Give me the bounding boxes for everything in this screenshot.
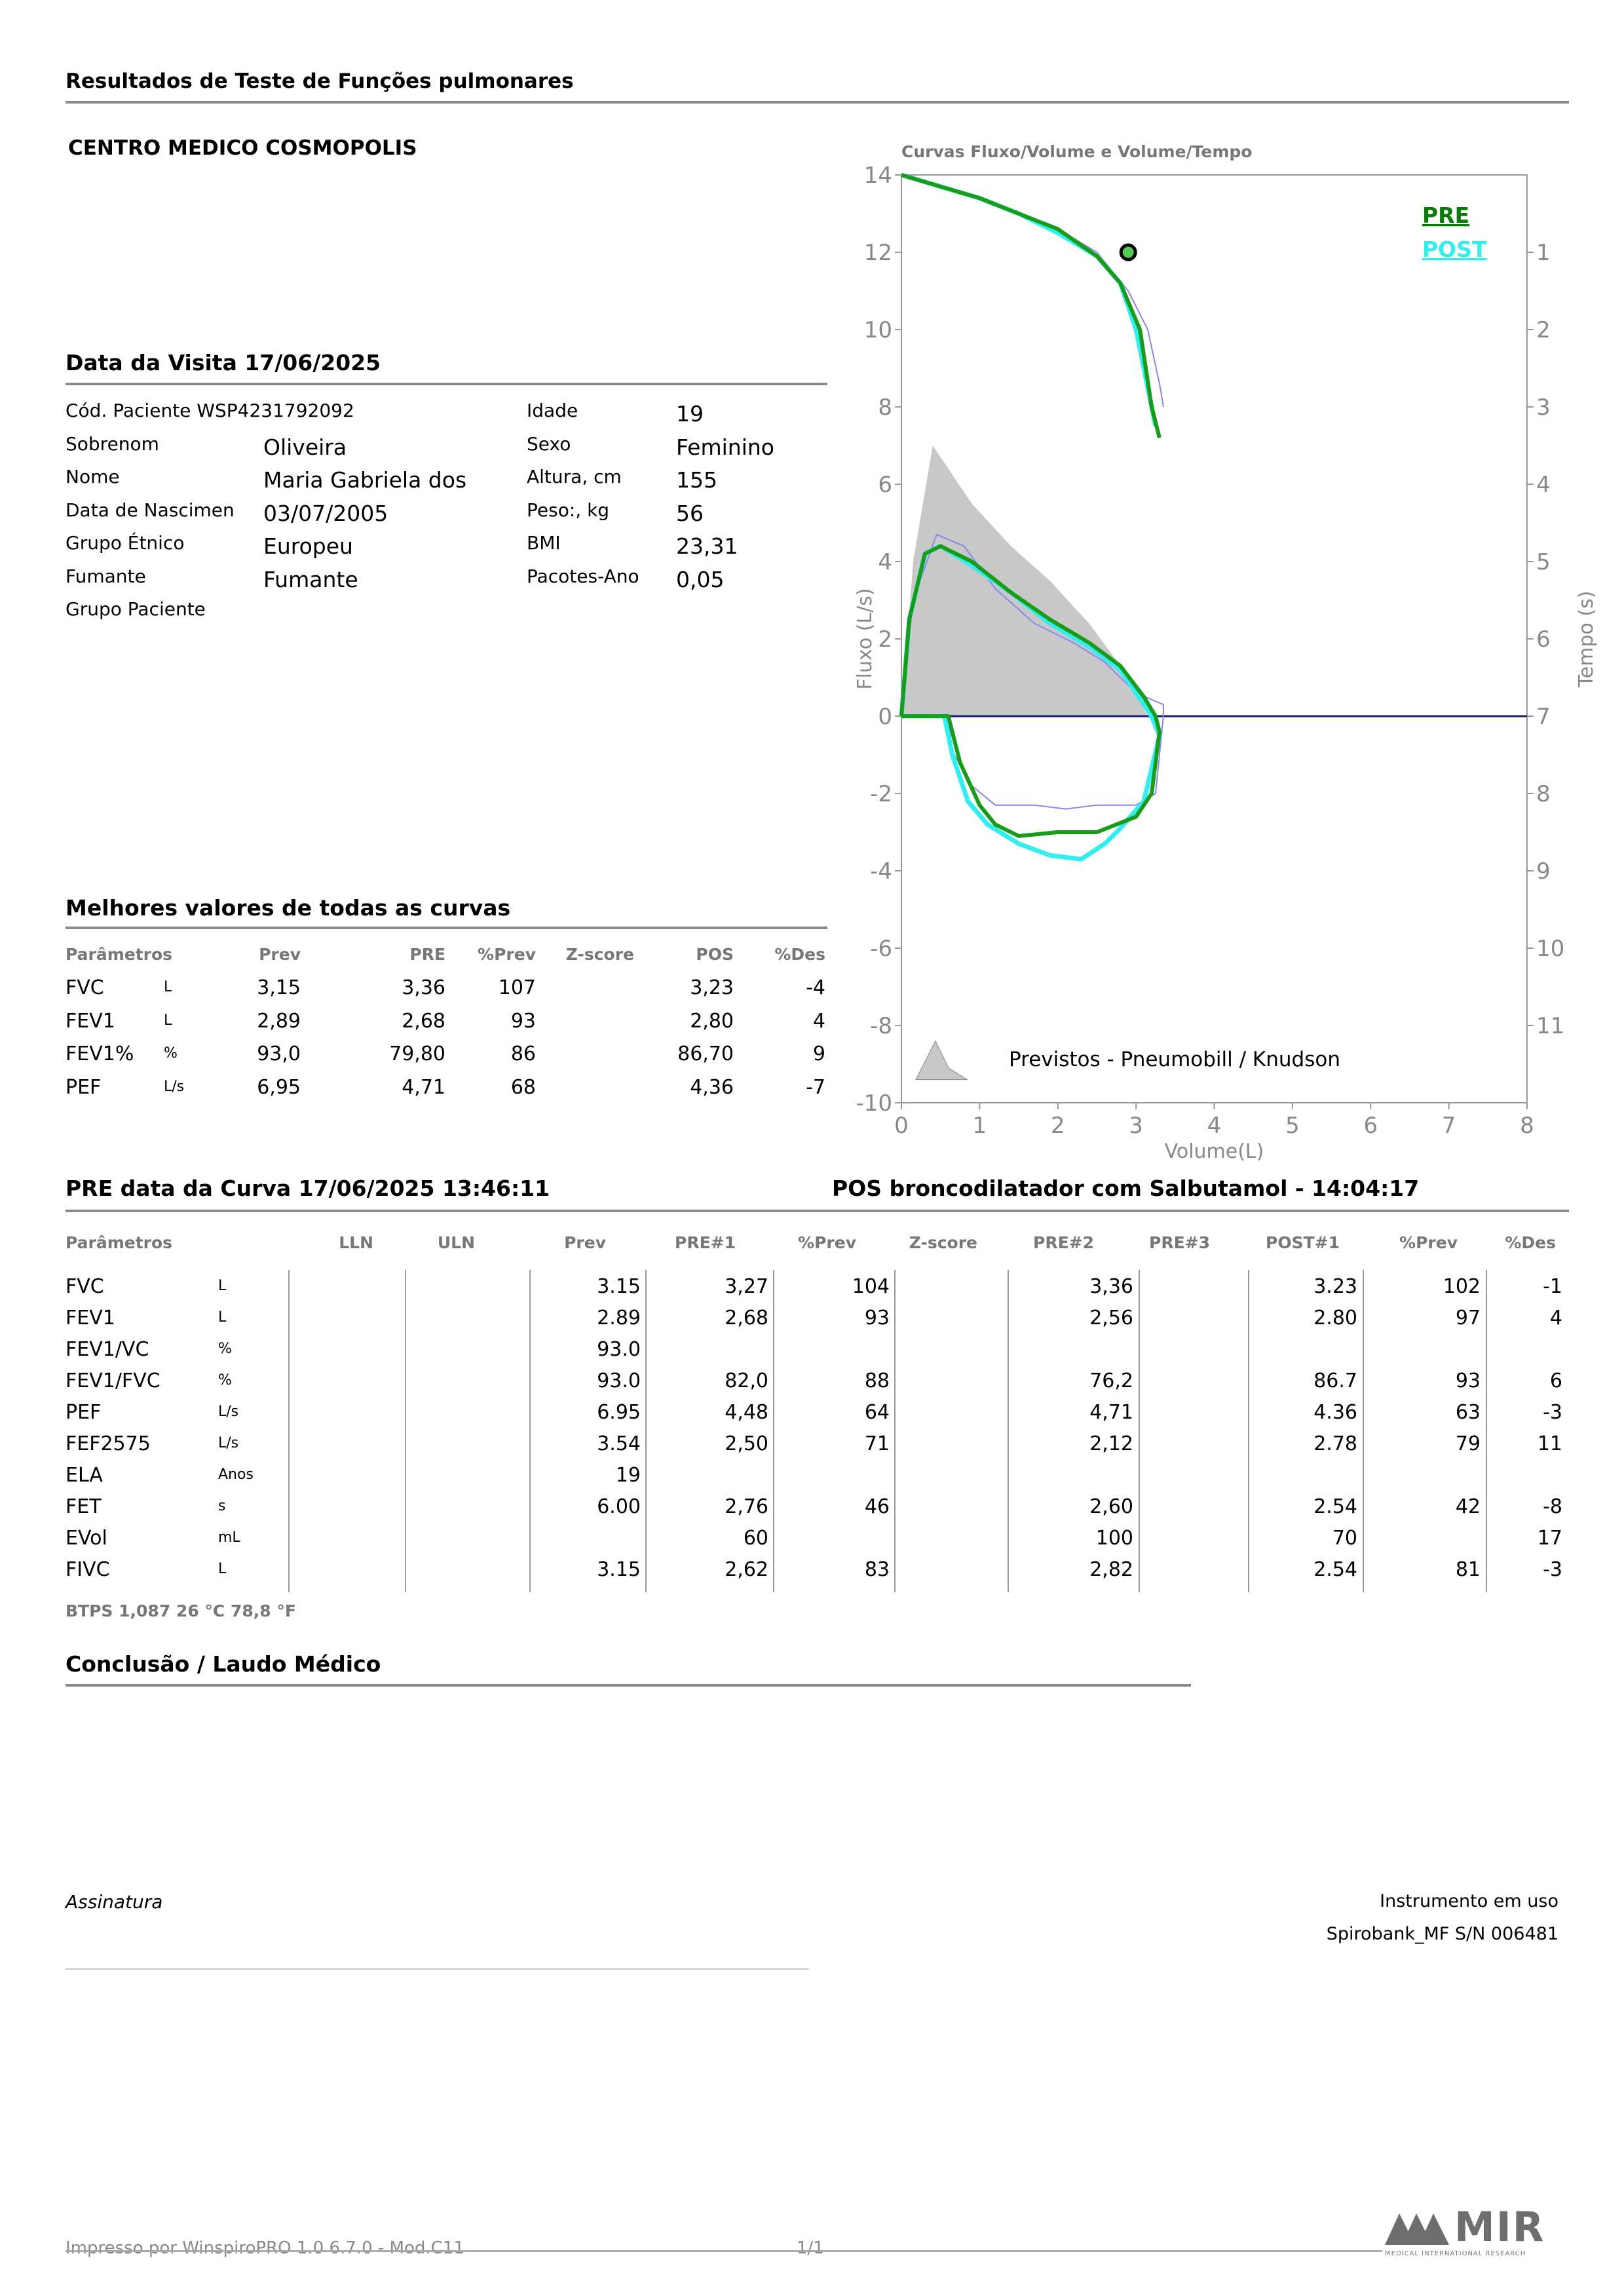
best-cell: 2,89 [257,1009,301,1033]
patient-field-value: 155 [676,467,717,493]
curve-cell: 4,48 [725,1401,768,1424]
curve-rule [66,1210,1569,1212]
mir-logo-text: MIR [1454,2203,1545,2251]
curve-cell: 64 [864,1401,890,1424]
best-unit: L [164,1012,172,1029]
patient-field-label: Grupo Paciente [66,598,206,620]
mir-logo-sub: MEDICAL INTERNATIONAL RESEARCH [1385,2250,1526,2257]
patient-field-label: Idade [527,400,578,421]
footer-rule [66,2250,1382,2252]
curve-cell: 71 [864,1432,890,1455]
curve-col-header: %Des [1505,1233,1556,1252]
pre-curve-title: PRE data da Curva 17/06/2025 13:46:11 [66,1176,550,1201]
curve-cell: 3.15 [597,1558,641,1581]
y-tick-label: 0 [878,704,892,730]
curve-col-header: PRE#3 [1149,1233,1210,1252]
curve-param: FEF2575 [66,1432,151,1455]
curve-col-header: PRE#2 [1033,1233,1094,1252]
curve-cell: 2,50 [725,1432,768,1455]
patient-field-value: Europeu [263,533,353,559]
curve-unit: % [218,1372,232,1388]
patient-field-value: 0,05 [676,566,725,592]
patient-field-label: BMI [527,532,561,554]
patient-field-label: Peso:, kg [527,499,610,521]
pef-marker [1121,245,1135,259]
best-col-header: POS [696,945,734,964]
patient-field-label: Sexo [527,432,571,455]
mir-logo [1385,2203,1565,2262]
x-tick-label: 7 [1441,1113,1456,1139]
best-cell: 6,95 [257,1075,301,1099]
curve-cell: -1 [1543,1275,1562,1298]
curve-param: FEV1/FVC [66,1369,161,1392]
patient-field-value: Maria Gabriela dos [263,467,467,493]
curve-unit: Anos [218,1466,254,1483]
curve-cell: 42 [1455,1495,1481,1518]
curve-cell: 2,12 [1089,1432,1133,1455]
curve-col-header: Prev [564,1233,606,1252]
y2-tick-label: 1 [1536,240,1551,266]
best-cell: 4,71 [402,1075,445,1099]
curve-cell: 2,62 [725,1558,768,1581]
best-cell: 68 [510,1075,536,1099]
curve-cell: 2,56 [1089,1307,1133,1330]
y-tick-label: 10 [863,317,892,343]
column-divider [1248,1270,1249,1592]
curve-col-header: %Prev [798,1233,856,1252]
best-cell: 107 [498,976,536,999]
x-tick-label: 0 [894,1113,909,1139]
y2-tick-label: 10 [1536,936,1565,962]
visit-title: Data da Visita 17/06/2025 [66,350,381,375]
curve-cell: 2.54 [1313,1558,1357,1581]
curve-col-header: POST#1 [1266,1233,1340,1252]
patient-field-label: Pacotes-Ano [527,565,639,587]
best-cell: 86 [510,1043,536,1065]
series-post-volume_time [901,175,1156,427]
y2-axis-label: Tempo (s) [1575,590,1598,687]
x-tick-label: 4 [1207,1113,1222,1139]
y-axis-label: Fluxo (L/s) [854,588,877,690]
best-param: FEV1 [66,1009,115,1033]
curve-cell: 2.80 [1313,1307,1357,1330]
btps-info: BTPS 1,087 26 °C 78,8 °F [66,1601,296,1620]
column-divider [645,1270,647,1592]
curve-cell: 2.78 [1313,1432,1357,1455]
flow-volume-chart [845,138,1598,1166]
printed-by: Impresso por WinspiroPRO 1.0 6.7.0 - Mod.C11 [66,2238,464,2258]
curve-cell: -8 [1543,1495,1562,1518]
series-pre-volume_time [901,175,1160,438]
curve-cell: 3.15 [597,1275,641,1298]
patient-field-label: Sobrenom [66,432,159,455]
y2-tick-label: 3 [1536,394,1551,421]
curve-param: FVC [66,1275,104,1298]
curve-unit: s [218,1498,226,1514]
curve-cell: 93 [864,1307,890,1330]
post-curve-title: POS broncodilatador com Salbutamol - 14:04:17 [832,1176,1420,1201]
curve-cell: 93.0 [597,1369,641,1392]
curve-unit: L/s [218,1435,239,1451]
curve-param: FIVC [66,1558,110,1581]
curve-cell: 6.00 [597,1495,641,1518]
best-col-header: %Des [774,945,825,964]
curve-col-header: Z-score [909,1233,977,1252]
curve-cell: 3.54 [597,1432,641,1455]
patient-field-label: Altura, cm [527,466,622,488]
y2-tick-label: 5 [1536,549,1551,575]
curve-unit: L [218,1278,227,1294]
curve-cell: 93.0 [597,1338,641,1361]
column-divider [1363,1270,1364,1592]
column-divider [1139,1270,1140,1592]
header-rule [66,101,1569,104]
curve-cell: 4 [1549,1307,1562,1330]
y-tick-label: 8 [878,394,892,421]
best-cell: 2,80 [690,1009,734,1033]
y-tick-label: -10 [856,1090,892,1117]
curve-unit: % [218,1341,232,1357]
curve-cell: 60 [743,1527,768,1550]
column-divider [1486,1270,1487,1592]
curve-param: FEV1 [66,1307,115,1330]
curve-cell: 11 [1537,1432,1562,1455]
curve-cell: 4.36 [1313,1401,1357,1424]
curve-cell: 6.95 [597,1401,641,1424]
column-divider [529,1270,531,1592]
curve-cell: 81 [1455,1558,1481,1581]
best-col-header: Prev [259,945,301,964]
clinic-name: CENTRO MEDICO COSMOPOLIS [68,136,417,160]
x-tick-label: 6 [1363,1113,1378,1139]
patient-field-label: Data de Nascimen [66,499,235,521]
curve-cell: 86.7 [1313,1369,1357,1392]
curve-cell: 2,60 [1089,1495,1133,1518]
best-cell: 79,80 [389,1043,445,1065]
best-title: Melhores valores de todas as curvas [66,895,511,921]
mir-logo-icon [1385,2207,1450,2246]
curve-cell: 4,71 [1089,1401,1133,1424]
instrument-label: Instrumento em uso [1380,1891,1558,1911]
column-divider [894,1270,896,1592]
curve-cell: 82,0 [725,1369,768,1392]
instrument-model: Spirobank_MF S/N 006481 [1326,1924,1558,1944]
best-param: PEF [66,1075,102,1099]
conclusion-rule [66,1684,1191,1687]
patient-field-label: Grupo Étnico [66,532,185,554]
y2-tick-label: 6 [1536,626,1551,653]
y-tick-label: 6 [878,472,892,498]
curve-col-header: LLN [339,1233,373,1252]
patient-field-value: Feminino [676,434,774,460]
predicted-legend-label: Previstos - Pneumobill / Knudson [1009,1047,1340,1071]
curve-cell: 79 [1455,1432,1481,1455]
y-tick-label: -8 [870,1013,892,1039]
patient-field-value: 56 [676,500,704,526]
curve-col-header: ULN [437,1233,475,1252]
best-cell: 4,36 [690,1075,734,1099]
curve-unit: L [218,1309,227,1326]
curve-cell: 2.89 [597,1307,641,1330]
best-unit: L [164,979,172,995]
curve-cell: 88 [864,1369,890,1392]
y-tick-label: 4 [878,549,892,575]
best-param: FEV1% [66,1043,134,1065]
y-tick-label: 2 [878,626,892,653]
curve-cell: -3 [1543,1558,1562,1581]
curve-cell: -3 [1543,1401,1562,1424]
best-cell: 3,15 [257,976,301,999]
x-tick-label: 8 [1520,1113,1534,1139]
column-divider [1008,1270,1009,1592]
predicted-legend-swatch [916,1041,967,1080]
y2-tick-label: 2 [1536,317,1551,343]
y2-tick-label: 7 [1536,704,1551,730]
curve-param: EVol [66,1527,107,1550]
y-tick-label: -4 [870,858,892,885]
patient-field-value: 19 [676,401,704,427]
curve-unit: mL [218,1529,240,1546]
curve-cell: 46 [864,1495,890,1518]
best-col-header: Parâmetros [66,945,173,964]
best-cell: 3,23 [690,976,734,999]
y-tick-label: -2 [870,781,892,807]
curve-cell: 93 [1455,1369,1481,1392]
curve-cell: 102 [1443,1275,1481,1298]
best-cell: 93 [510,1009,536,1033]
conclusion-title: Conclusão / Laudo Médico [66,1651,381,1677]
curve-cell: 3,27 [725,1275,768,1298]
best-cell: 93,0 [257,1043,301,1065]
curve-cell: 2,76 [725,1495,768,1518]
patient-field-value: 23,31 [676,533,738,559]
best-cell: -4 [806,976,825,999]
x-tick-label: 2 [1050,1113,1065,1139]
column-divider [288,1270,290,1592]
visit-rule [66,383,827,385]
y2-tick-label: 9 [1536,858,1551,885]
x-tick-label: 5 [1285,1113,1300,1139]
patient-field-value: Oliveira [263,434,347,460]
best-cell: 86,70 [677,1043,734,1065]
y-tick-label: 14 [863,163,892,189]
best-col-header: %Prev [478,945,536,964]
curve-unit: L [218,1561,227,1577]
chart-title: Curvas Fluxo/Volume e Volume/Tempo [901,142,1253,161]
curve-cell: 104 [852,1275,890,1298]
column-divider [773,1270,774,1592]
best-cell: -7 [806,1075,825,1099]
best-param: FVC [66,976,104,999]
curve-cell: 63 [1455,1401,1481,1424]
curve-cell: 76,2 [1089,1369,1133,1392]
patient-field-label: Cód. Paciente WSP4231792092 [66,400,354,421]
page-number: 1/1 [797,2238,824,2258]
curve-cell: 2,68 [725,1307,768,1330]
y-tick-label: 12 [863,240,892,266]
x-tick-label: 3 [1129,1113,1143,1139]
patient-field-label: Fumante [66,565,146,587]
patient-field-value: Fumante [263,566,358,592]
predicted-area [901,446,1148,716]
legend-post: POST [1422,237,1487,262]
curve-col-header: %Prev [1399,1233,1458,1252]
curve-param: ELA [66,1464,103,1487]
best-unit: % [164,1045,178,1062]
best-unit: L/s [164,1078,185,1095]
y2-tick-label: 8 [1536,781,1551,807]
curve-cell: 97 [1455,1307,1481,1330]
patient-field-label: Nome [66,466,120,488]
best-cell: 3,36 [402,976,445,999]
signature-line [66,1968,809,1970]
curve-col-header: PRE#1 [675,1233,736,1252]
curve-cell: 83 [864,1558,890,1581]
curve-cell: 70 [1332,1527,1357,1550]
signature-label: Assinatura [66,1891,163,1913]
x-tick-label: 1 [972,1113,987,1139]
curve-cell: 3.23 [1313,1275,1357,1298]
y-tick-label: -6 [870,936,892,962]
curve-cell: 17 [1537,1527,1562,1550]
report-title: Resultados de Teste de Funções pulmonares [66,69,574,93]
y2-tick-label: 11 [1536,1013,1565,1039]
best-cell: 2,68 [402,1009,445,1033]
curve-param: FEV1/VC [66,1338,149,1361]
curve-cell: 3,36 [1089,1275,1133,1298]
curve-param: FET [66,1495,102,1518]
curve-cell: 2.54 [1313,1495,1357,1518]
best-col-header: PRE [409,945,445,964]
curve-cell: 2,82 [1089,1558,1133,1581]
best-cell: 9 [812,1043,825,1065]
patient-field-value: 03/07/2005 [263,500,388,526]
curve-col-header: Parâmetros [66,1233,173,1252]
best-cell: 4 [812,1009,825,1033]
curve-cell: 19 [615,1464,641,1487]
y2-tick-label: 4 [1536,472,1551,498]
x-axis-label: Volume(L) [1164,1140,1264,1163]
column-divider [405,1270,406,1592]
curve-unit: L/s [218,1404,239,1420]
curve-param: PEF [66,1401,102,1424]
legend-pre: PRE [1422,202,1470,228]
curve-cell: 6 [1549,1369,1562,1392]
best-rule [66,927,827,929]
curve-cell: 100 [1095,1527,1133,1550]
best-col-header: Z-score [565,945,634,964]
